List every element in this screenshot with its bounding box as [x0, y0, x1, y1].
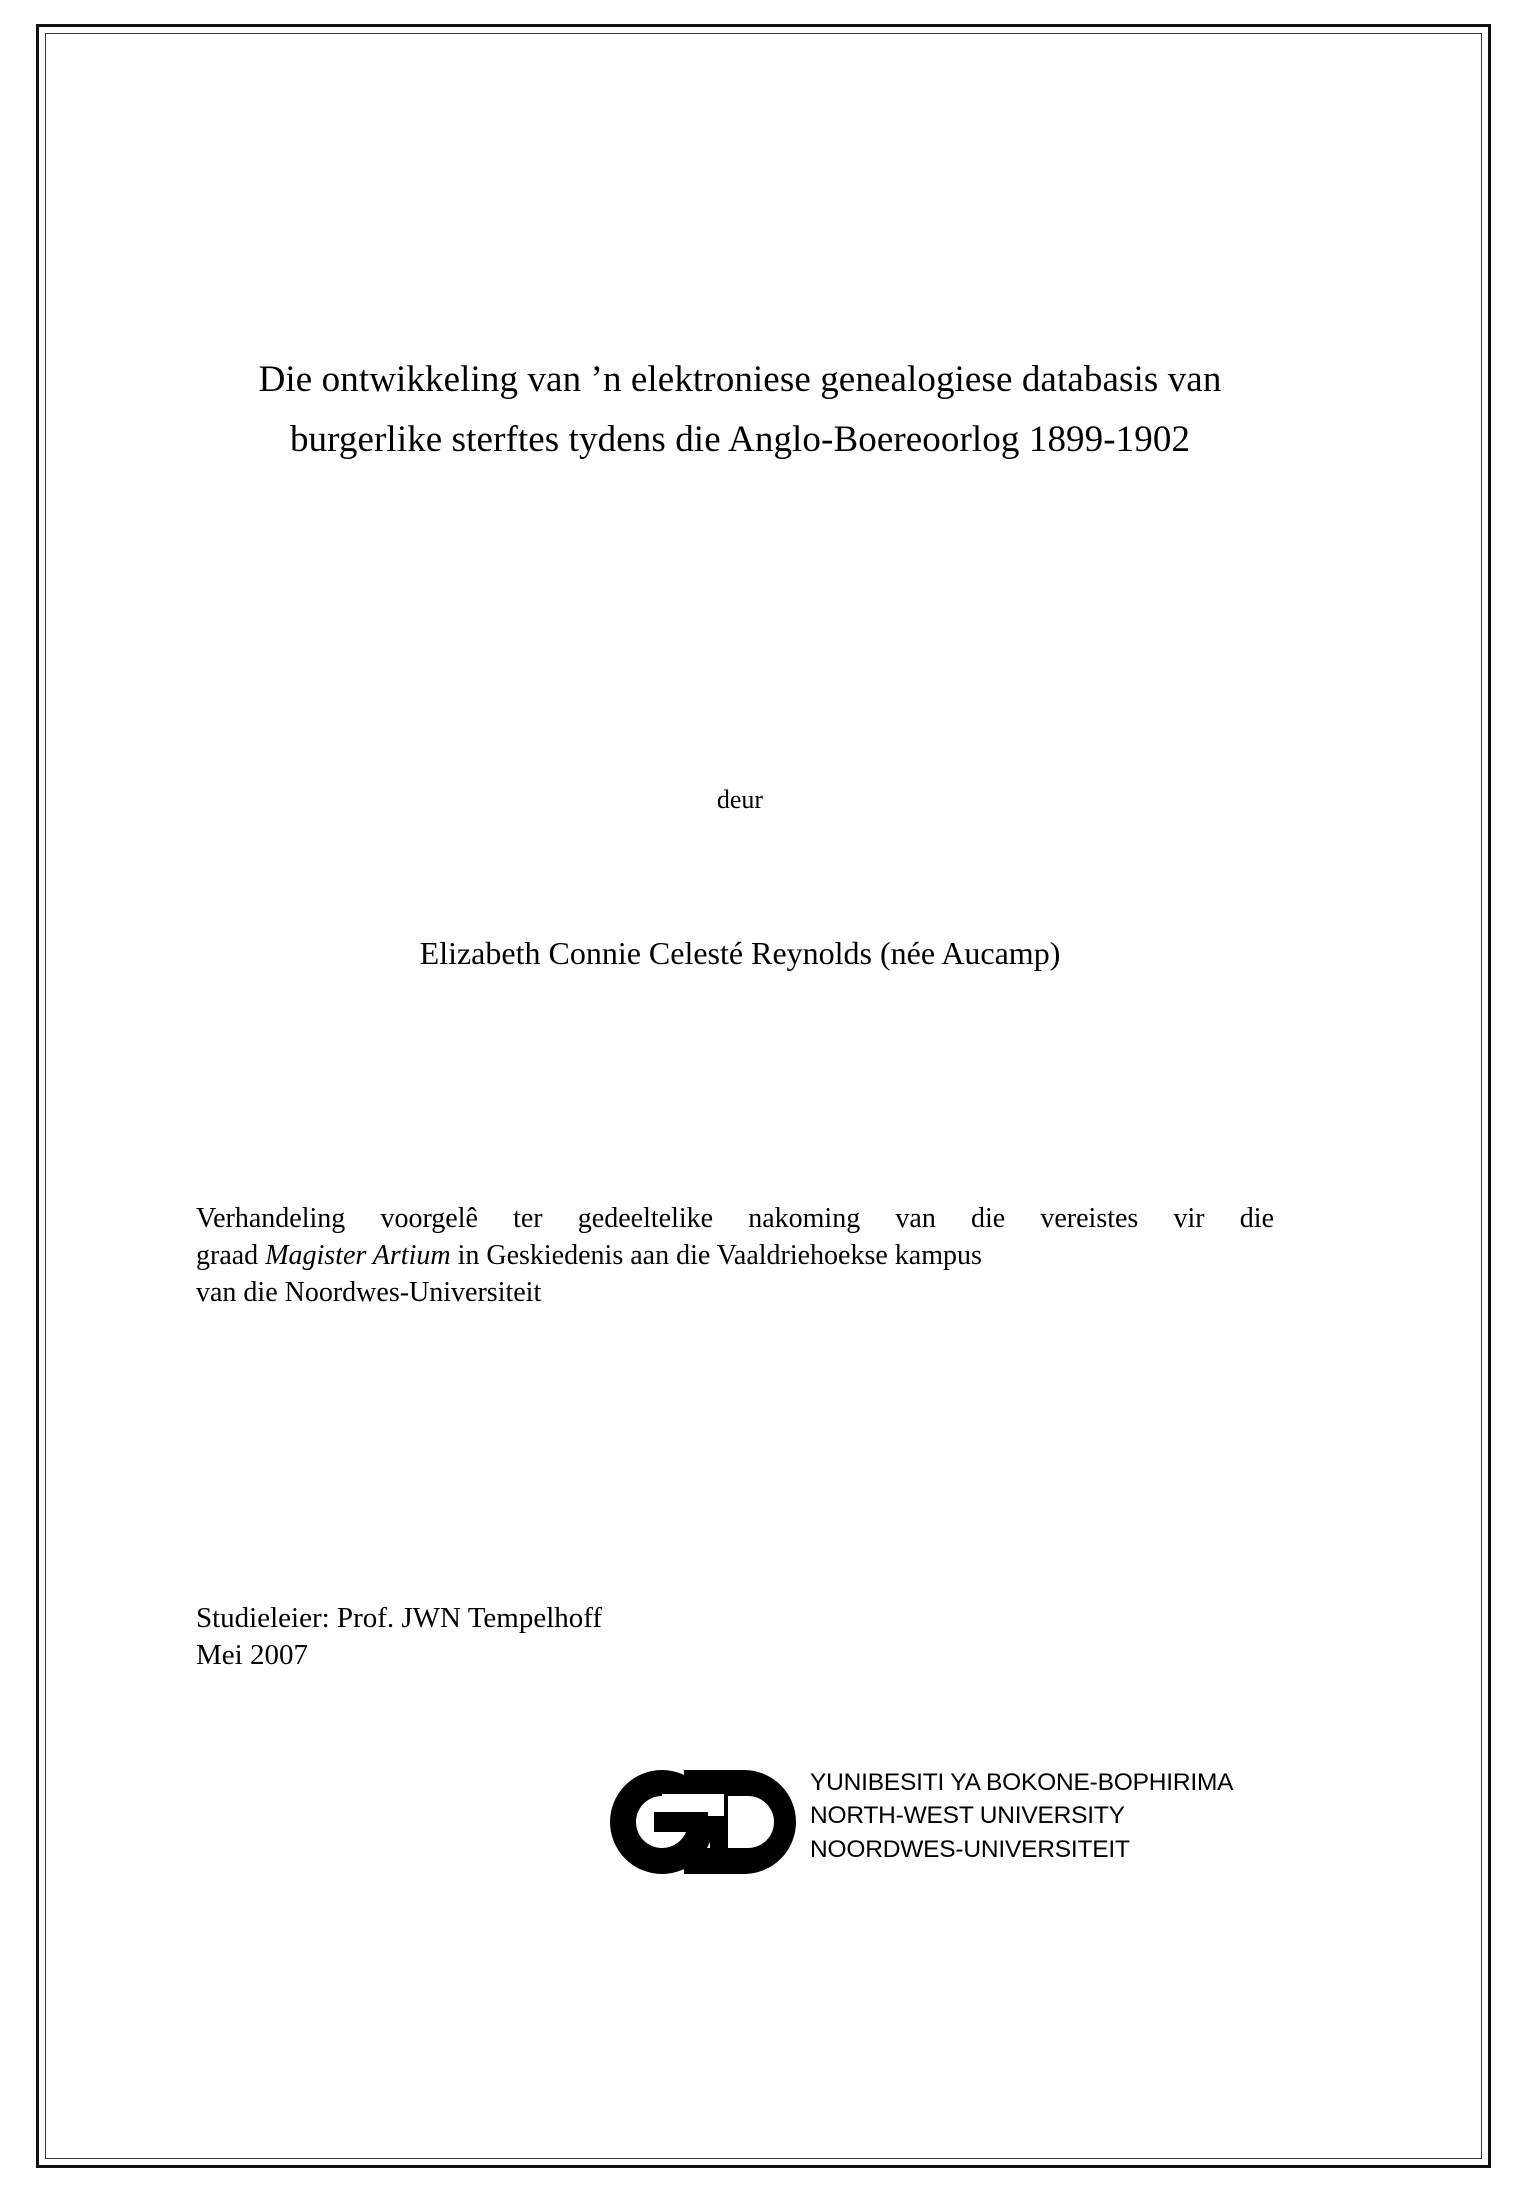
- supervisor-block: [196, 1600, 1096, 1674]
- title-line-1: Die ontwikkeling van ’n elektroniese genealogiese databasis van: [258, 359, 1222, 400]
- degree-statement-line-2-prefix: graad: [196, 1240, 266, 1272]
- degree-name: Magister Artium: [265, 1240, 451, 1272]
- nwu-logo-icon: [610, 1768, 805, 1876]
- logo-wordmark-line-3: NOORDWES-UNIVERSITEIT: [810, 1835, 1130, 1863]
- page-title: [178, 350, 1302, 470]
- degree-statement-line-1: Verhandeling voorgelê ter gedeeltelike nakoming van die vereistes vir die: [196, 1203, 1274, 1234]
- date-line: Mei 2007: [196, 1639, 308, 1672]
- university-logo: [480, 1760, 1240, 1890]
- logo-wordmark-line-2: NORTH-WEST UNIVERSITY: [810, 1802, 1125, 1830]
- title-page-content: [150, 0, 1330, 2144]
- degree-statement-line-3: van die Noordwes-Universiteit: [196, 1277, 542, 1309]
- logo-crossbar: [654, 1812, 708, 1832]
- degree-statement: [196, 1200, 1274, 1312]
- author-name: Elizabeth Connie Celesté Reynolds (née Aucamp): [419, 935, 1061, 971]
- degree-statement-line-2: [196, 1237, 1274, 1274]
- title-line-2: burgerlike sterftes tydens die Anglo-Boereoorlog 1899-1902: [289, 418, 1191, 460]
- degree-statement-line-2-suffix: in Geskiedenis aan die Vaaldriehoekse kampus: [450, 1240, 982, 1272]
- by-label: deur: [716, 785, 764, 814]
- logo-wordmark: [810, 1766, 1233, 1866]
- supervisor-line: Studieleier: Prof. JWN Tempelhoff: [196, 1602, 603, 1634]
- logo-wordmark-line-1: YUNIBESITI YA BOKONE-BOPHIRIMA: [810, 1769, 1234, 1796]
